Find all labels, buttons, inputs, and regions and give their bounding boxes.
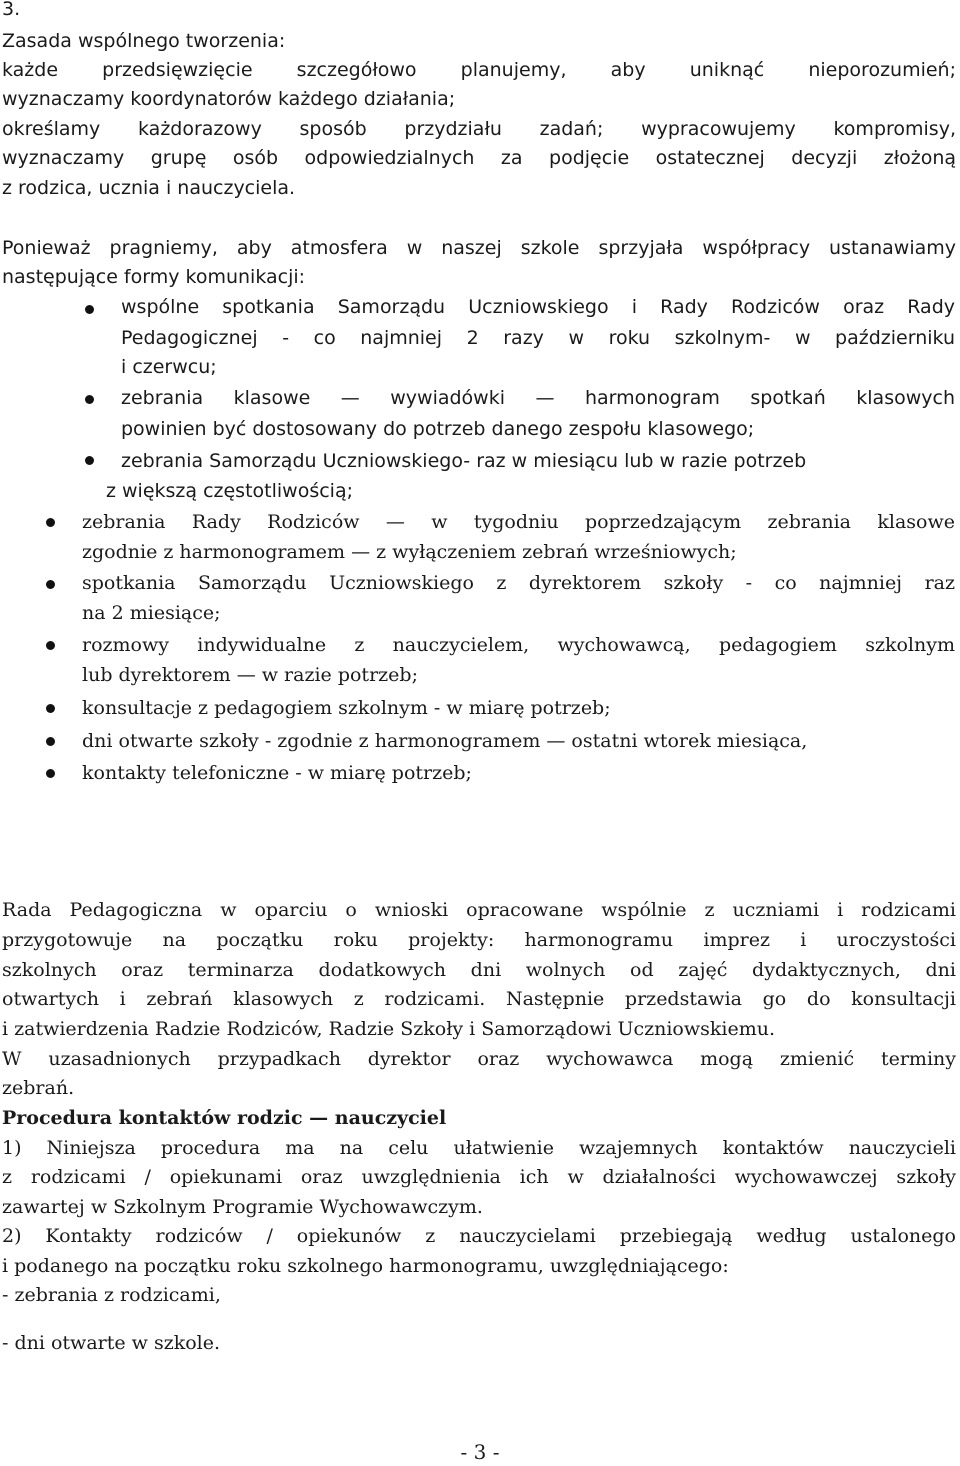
bullet-icon xyxy=(46,737,55,746)
list-item: spotkania Samorządu Uczniowskiego z dyrektorem szkoły - co najmniej raz xyxy=(82,572,955,594)
list-item: zebrania Samorządu Uczniowskiego- raz w miesiącu lub w razie potrzeb xyxy=(121,450,807,472)
intro-line: następujące formy komunikacji: xyxy=(2,266,306,288)
bullet-icon xyxy=(46,641,55,650)
paragraph-line: Rada Pedagogiczna w oparciu o wnioski opracowane wspólnie z uczniami i rodzicami xyxy=(2,899,956,921)
procedure-line: 2) Kontakty rodziców / opiekunów z nauczycielami przebiegają według ustalonego xyxy=(2,1225,956,1247)
list-item: zgodnie z harmonogramem — z wyłączeniem zebrań wrześniowych; xyxy=(82,541,737,563)
procedure-line: i podanego na początku roku szkolnego harmonogramu, uwzględniającego: xyxy=(2,1255,729,1277)
procedure-line: 1) Niniejsza procedura ma na celu ułatwienie wzajemnych kontaktów nauczycieli xyxy=(2,1137,956,1159)
bullet-icon xyxy=(85,305,94,314)
principle-title: Zasada wspólnego tworzenia: xyxy=(2,30,286,52)
procedure-line: zawartej w Szkolnym Programie Wychowawczym. xyxy=(2,1196,483,1218)
list-item: zebrania klasowe — wywiadówki — harmonogram spotkań klasowych xyxy=(121,387,955,409)
paragraph-line: zebrań. xyxy=(2,1077,75,1099)
paragraph-line: otwartych i zebrań klasowych z rodzicami. Następnie przedstawia go do konsultacji xyxy=(2,988,956,1010)
bullet-icon xyxy=(46,769,55,778)
principle-line: określamy każdorazowy sposób przydziału zadań; wypracowujemy kompromisy, xyxy=(2,118,956,140)
list-item: zebrania Rady Rodziców — w tygodniu poprzedzającym zebrania klasowe xyxy=(82,511,955,533)
list-item: kontakty telefoniczne - w miarę potrzeb; xyxy=(82,762,472,784)
list-item: wspólne spotkania Samorządu Uczniowskiego i Rady Rodziców oraz Rady xyxy=(121,296,955,318)
procedure-line: - zebrania z rodzicami, xyxy=(2,1284,221,1306)
procedure-line: - dni otwarte w szkole. xyxy=(2,1332,221,1354)
principle-line: z rodzica, ucznia i nauczyciela. xyxy=(2,177,296,199)
list-item: dni otwarte szkoły - zgodnie z harmonogramem — ostatni wtorek miesiąca, xyxy=(82,730,808,752)
section-number: 3. xyxy=(2,0,21,20)
list-item: konsultacje z pedagogiem szkolnym - w miarę potrzeb; xyxy=(82,697,611,719)
list-item: lub dyrektorem — w razie potrzeb; xyxy=(82,664,418,686)
bullet-icon xyxy=(85,395,94,404)
list-item: Pedagogicznej - co najmniej 2 razy w roku szkolnym- w październiku xyxy=(121,327,955,349)
list-item: na 2 miesiące; xyxy=(82,602,221,624)
list-item: powinien być dostosowany do potrzeb danego zespołu klasowego; xyxy=(121,418,755,440)
page-number: - 3 - xyxy=(460,1440,500,1464)
procedure-line: z rodzicami / opiekunami oraz uwzględnienia ich w działalności wychowawczej szkoły xyxy=(2,1166,956,1188)
principle-line: wyznaczamy grupę osób odpowiedzialnych za podjęcie ostatecznej decyzji złożoną xyxy=(2,147,956,169)
bullet-icon xyxy=(85,456,94,465)
bullet-icon xyxy=(46,580,55,589)
list-item: z większą częstotliwością; xyxy=(106,480,353,502)
principle-line: każde przedsięwzięcie szczegółowo planujemy, aby uniknąć nieporozumień; xyxy=(2,59,956,81)
bullet-icon xyxy=(46,704,55,713)
paragraph-line: przygotowuje na początku roku projekty: harmonogramu imprez i uroczystości xyxy=(2,929,956,951)
list-item: i czerwcu; xyxy=(121,356,217,378)
bullet-icon xyxy=(46,518,55,527)
list-item: rozmowy indywidualne z nauczycielem, wychowawcą, pedagogiem szkolnym xyxy=(82,634,955,656)
principle-line: wyznaczamy koordynatorów każdego działania; xyxy=(2,88,456,110)
paragraph-line: W uzasadnionych przypadkach dyrektor oraz wychowawca mogą zmienić terminy xyxy=(2,1048,956,1070)
intro-line: Ponieważ pragniemy, aby atmosfera w naszej szkole sprzyjała współpracy ustanawiamy xyxy=(2,237,956,259)
paragraph-line: szkolnych oraz terminarza dodatkowych dni wolnych od zajęć dydaktycznych, dni xyxy=(2,959,956,981)
procedure-heading: Procedura kontaktów rodzic — nauczyciel xyxy=(2,1107,447,1129)
paragraph-line: i zatwierdzenia Radzie Rodziców, Radzie Szkoły i Samorządowi Uczniowskiemu. xyxy=(2,1018,776,1040)
